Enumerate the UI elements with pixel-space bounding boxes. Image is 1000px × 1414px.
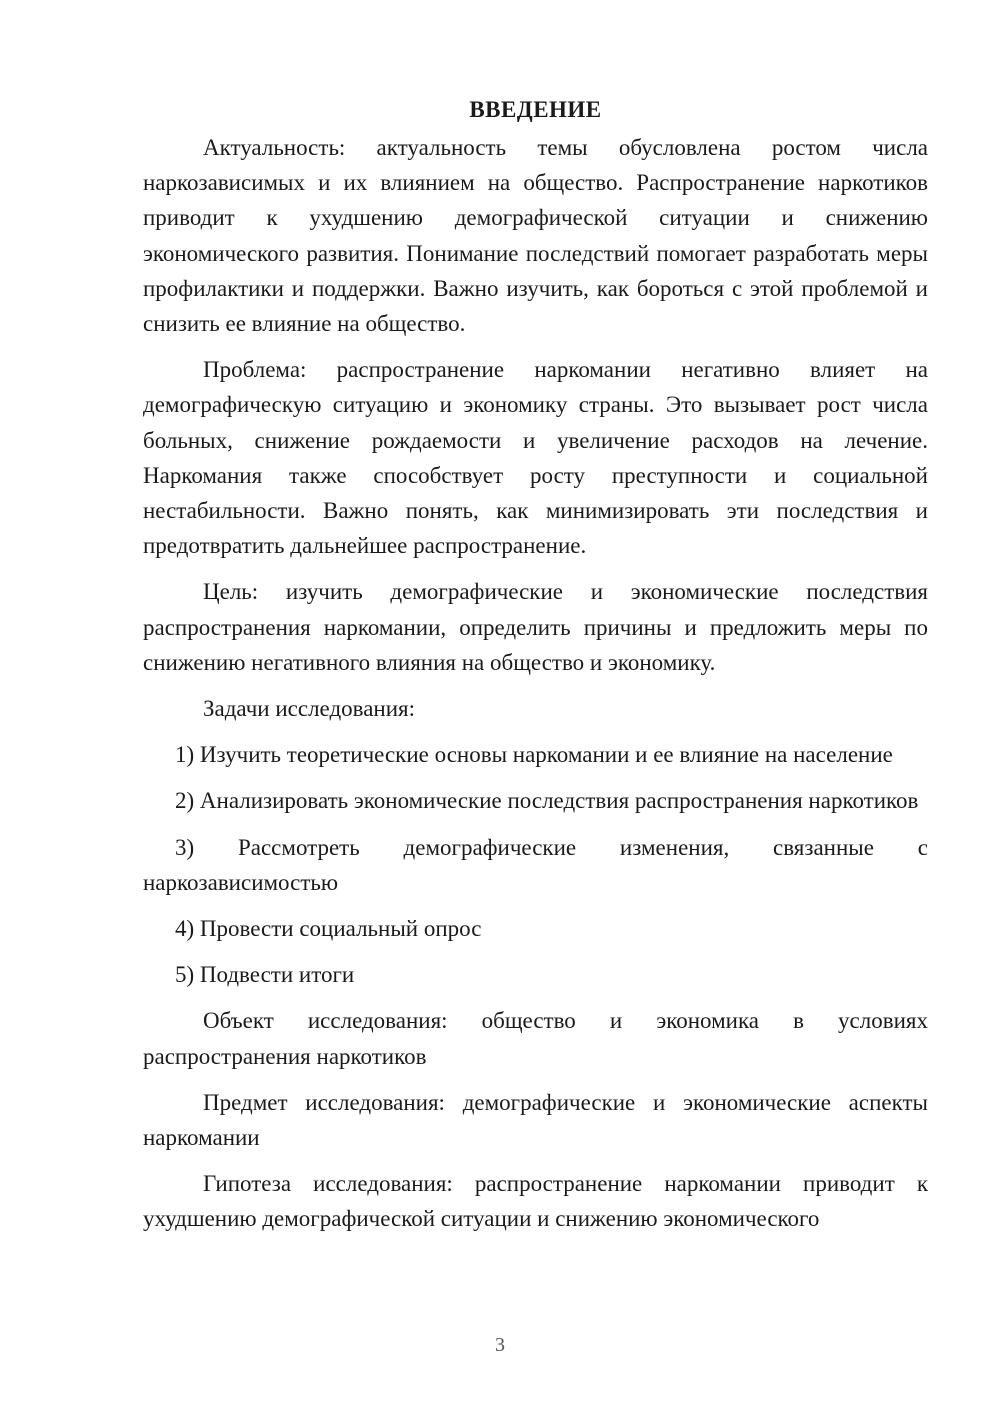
task-item: 5) Подвести итоги	[175, 962, 355, 988]
task-item: 3) Рассмотреть демографические изменения, связанные с наркозависимостью	[143, 834, 928, 895]
hypothesis-paragraph: Гипотеза исследования: распространение наркомании приводит к ухудшению демографической ситуации и снижению экономического	[143, 1171, 928, 1232]
page-content	[143, 92, 928, 1248]
goal-paragraph: Цель: изучить демографические и экономические последствия распространения наркомании, определить причины и предложить меры по снижению негативного влияния на общество и экономику.	[143, 579, 928, 675]
task-item: 4) Провести социальный опрос	[175, 916, 482, 942]
task-item: 2) Анализировать экономические последствия распространения наркотиков	[175, 788, 919, 814]
page-number: 3	[495, 1334, 505, 1356]
problem-paragraph: Проблема: распространение наркомании негативно влияет на демографическую ситуацию и экономику страны. Это вызывает рост числа больных, снижение рождаемости и увеличение расходов на лечение. Наркомания также способствует росту преступности и социальной нестабильности. Важно понять, как минимизировать эти последствия и предотвратить дальнейшее распространение.	[143, 357, 928, 559]
tasks-heading: Задачи исследования:	[203, 696, 416, 722]
task-item: 1) Изучить теоретические основы наркомании и ее влияние на население	[175, 742, 893, 768]
relevance-paragraph: Актуальность: актуальность темы обусловлена ростом числа наркозависимых и их влиянием на общество. Распространение наркотиков приводит к ухудшению демографической ситуации и снижению экономического развития. Понимание последствий помогает разработать меры профилактики и поддержки. Важно изучить, как бороться с этой проблемой и снизить ее влияние на общество.	[143, 135, 928, 337]
subject-paragraph: Предмет исследования: демографические и экономические аспекты наркомании	[143, 1089, 928, 1151]
object-paragraph: Объект исследования: общество и экономика в условиях распространения наркотиков	[143, 1008, 928, 1069]
section-title: ВВЕДЕНИЕ	[469, 97, 602, 122]
